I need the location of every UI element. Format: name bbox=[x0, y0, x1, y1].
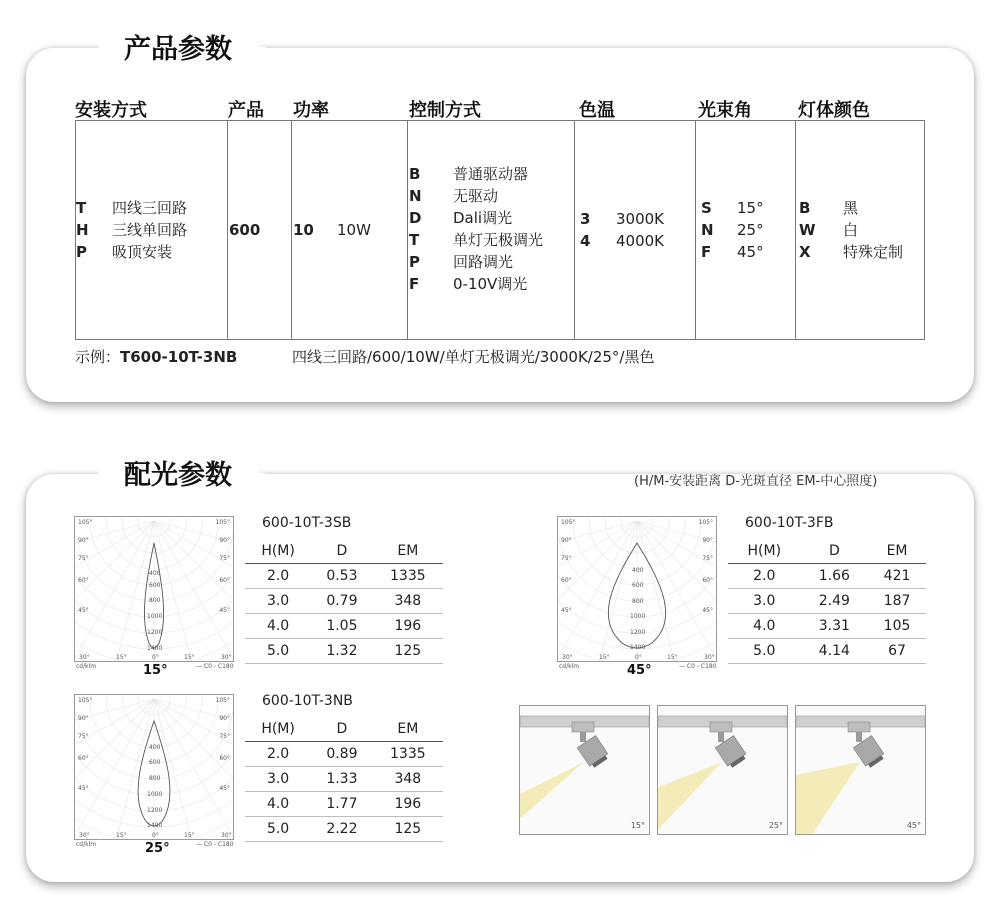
beam-graphic bbox=[520, 706, 649, 834]
color-option: X 特殊定制 bbox=[799, 243, 904, 261]
polar-label: 45° bbox=[561, 607, 572, 614]
polar-label: 60° bbox=[561, 577, 572, 584]
beam-illustration-25 bbox=[657, 705, 788, 835]
track-adapter bbox=[572, 722, 594, 732]
header-color: 灯体颜色 bbox=[798, 100, 870, 121]
beam-label: 45° bbox=[906, 821, 921, 830]
polar-legend: — C0 - C180 bbox=[196, 841, 234, 848]
polar-label: 30° bbox=[562, 654, 573, 661]
polar-label: 60° bbox=[78, 755, 89, 762]
polar-legend: — C0 - C180 bbox=[679, 663, 717, 670]
example-label: 示例： bbox=[75, 348, 121, 366]
polar-label: 0° bbox=[152, 654, 159, 661]
color-cell bbox=[799, 197, 903, 263]
polar-spoke bbox=[593, 521, 637, 661]
polar-label: 105° bbox=[215, 697, 230, 704]
column-header: EM bbox=[868, 539, 926, 564]
polar-grid bbox=[75, 695, 233, 839]
polar-unit: cd/klm bbox=[76, 841, 97, 848]
beam-illustration-15 bbox=[519, 705, 650, 835]
column-header: H(M) bbox=[245, 717, 311, 742]
beam-option: N 25° bbox=[701, 221, 764, 239]
model-name: 600-10T-3FB bbox=[745, 515, 834, 531]
polar-unit: cd/klm bbox=[76, 663, 97, 670]
column-header: EM bbox=[373, 717, 443, 742]
light-beam bbox=[520, 762, 584, 834]
column-divider bbox=[291, 121, 292, 339]
polar-label: 105° bbox=[78, 697, 93, 704]
polar-label: 105° bbox=[698, 519, 713, 526]
polar-label: 30° bbox=[79, 832, 90, 839]
control-option: F 0-10V调光 bbox=[409, 275, 528, 293]
polar-radius-label: 1200 bbox=[147, 629, 163, 636]
photometric-table bbox=[245, 717, 443, 842]
beam-option: F 45° bbox=[701, 243, 764, 261]
beam-label: 25° bbox=[768, 821, 783, 830]
polar-radius-label: 1200 bbox=[147, 807, 163, 814]
column-header: D bbox=[311, 717, 373, 742]
polar-label: 15° bbox=[599, 654, 610, 661]
table-row: 4.0 1.77 196 bbox=[245, 792, 443, 817]
polar-chart-15 bbox=[74, 516, 234, 662]
polar-radius-label: 800 bbox=[149, 597, 161, 604]
column-header: D bbox=[311, 539, 373, 564]
mount-option: P 吸顶安装 bbox=[76, 243, 173, 261]
table-row: 2.0 0.53 1335 bbox=[245, 564, 443, 589]
polar-radius-label: 600 bbox=[632, 582, 644, 589]
cct-option: 3 3000K bbox=[580, 210, 665, 228]
polar-legend: — C0 - C180 bbox=[196, 663, 234, 670]
polar-radius-label: 1400 bbox=[147, 645, 163, 652]
legend-note: (H/M-安装距离 D-光斑直径 EM-中心照度) bbox=[634, 474, 878, 489]
mount-option: T 四线三回路 bbox=[76, 199, 188, 217]
control-option: N 无驱动 bbox=[409, 187, 499, 205]
param-table bbox=[75, 120, 925, 340]
polar-spoke bbox=[75, 699, 154, 784]
header-control: 控制方式 bbox=[409, 100, 481, 121]
control-option: P 回路调光 bbox=[409, 253, 514, 271]
light-beam bbox=[658, 762, 722, 834]
table-row: 4.0 1.05 196 bbox=[245, 614, 443, 639]
polar-beam-angle: 25° bbox=[145, 841, 170, 856]
polar-label: 75° bbox=[78, 733, 89, 740]
polar-label: 60° bbox=[702, 577, 713, 584]
polar-label: 75° bbox=[561, 555, 572, 562]
control-option: T 单灯无极调光 bbox=[409, 231, 544, 249]
table-row: 4.0 3.31 105 bbox=[728, 614, 926, 639]
polar-label: 15° bbox=[116, 832, 127, 839]
polar-radius-label: 1400 bbox=[630, 644, 646, 651]
polar-label: 30° bbox=[221, 832, 232, 839]
polar-label: 60° bbox=[219, 577, 230, 584]
polar-label: 75° bbox=[78, 555, 89, 562]
polar-label: 105° bbox=[561, 519, 576, 526]
example-code: T600-10T-3NB bbox=[120, 348, 238, 366]
header-cct: 色温 bbox=[579, 100, 615, 121]
polar-radius-label: 400 bbox=[149, 570, 161, 577]
power-cell: 10 10W bbox=[293, 221, 371, 239]
polar-label: 105° bbox=[78, 519, 93, 526]
header-power: 功率 bbox=[293, 100, 329, 121]
fixture-stem bbox=[856, 732, 862, 742]
column-divider bbox=[407, 121, 408, 339]
photometric-table bbox=[728, 539, 926, 664]
example-line bbox=[75, 346, 237, 367]
polar-spoke bbox=[637, 521, 681, 661]
beam-graphic bbox=[796, 706, 925, 834]
polar-radius-label: 400 bbox=[632, 567, 644, 574]
table-header-row bbox=[728, 539, 926, 564]
light-params-title: 配光参数 bbox=[98, 452, 258, 498]
table-row: 3.0 0.79 348 bbox=[245, 589, 443, 614]
control-option: B 普通驱动器 bbox=[409, 165, 529, 183]
table-row: 5.0 4.14 67 bbox=[728, 639, 926, 664]
beam-cell bbox=[701, 197, 764, 263]
polar-label: 45° bbox=[702, 607, 713, 614]
control-cell bbox=[409, 163, 543, 295]
polar-label: 90° bbox=[78, 537, 89, 544]
fixture-stem bbox=[580, 732, 586, 742]
column-divider bbox=[795, 121, 796, 339]
polar-spoke bbox=[75, 521, 154, 606]
table-row: 2.0 1.66 421 bbox=[728, 564, 926, 589]
polar-label: 15° bbox=[667, 654, 678, 661]
table-row: 3.0 1.33 348 bbox=[245, 767, 443, 792]
track-adapter bbox=[710, 722, 732, 732]
polar-spoke bbox=[110, 521, 154, 661]
table-row: 5.0 2.22 125 bbox=[245, 817, 443, 842]
table-header-row bbox=[245, 717, 443, 742]
example-desc: 四线三回路/600/10W/单灯无极调光/3000K/25°/黑色 bbox=[292, 348, 655, 366]
polar-label: 75° bbox=[219, 555, 230, 562]
control-option: D Dali调光 bbox=[409, 209, 513, 227]
product-params-title: 产品参数 bbox=[98, 26, 258, 72]
polar-label: 60° bbox=[219, 755, 230, 762]
table-row: 5.0 1.32 125 bbox=[245, 639, 443, 664]
column-divider bbox=[574, 121, 575, 339]
beam-illustration-45 bbox=[795, 705, 926, 835]
polar-radius-label: 600 bbox=[149, 759, 161, 766]
polar-label: 90° bbox=[702, 537, 713, 544]
photometric-table bbox=[245, 539, 443, 664]
polar-label: 30° bbox=[79, 654, 90, 661]
header-product: 产品 bbox=[228, 100, 264, 121]
polar-label: 90° bbox=[78, 715, 89, 722]
polar-label: 75° bbox=[702, 555, 713, 562]
polar-label: 90° bbox=[561, 537, 572, 544]
polar-label: 90° bbox=[219, 537, 230, 544]
column-divider bbox=[227, 121, 228, 339]
param-headers bbox=[0, 96, 1000, 120]
polar-beam-angle: 45° bbox=[627, 663, 652, 678]
polar-radius-label: 800 bbox=[632, 598, 644, 605]
polar-radius-label: 1000 bbox=[147, 791, 163, 798]
polar-label: 15° bbox=[116, 654, 127, 661]
fixture-stem bbox=[718, 732, 724, 742]
beam-graphic bbox=[658, 706, 787, 834]
column-header: H(M) bbox=[245, 539, 311, 564]
polar-label: 60° bbox=[78, 577, 89, 584]
polar-radius-label: 800 bbox=[149, 775, 161, 782]
table-row: 2.0 0.89 1335 bbox=[245, 742, 443, 767]
mount-cell bbox=[76, 197, 187, 263]
track-adapter bbox=[848, 722, 870, 732]
polar-label: 90° bbox=[219, 715, 230, 722]
polar-label: 105° bbox=[215, 519, 230, 526]
table-row: 3.0 2.49 187 bbox=[728, 589, 926, 614]
polar-label: 15° bbox=[184, 832, 195, 839]
beam-option: S 15° bbox=[701, 199, 764, 217]
polar-beam-angle: 15° bbox=[143, 663, 168, 678]
polar-radius-label: 400 bbox=[149, 744, 161, 751]
polar-label: 75° bbox=[219, 733, 230, 740]
polar-grid bbox=[558, 517, 716, 661]
polar-radius-label: 1400 bbox=[147, 822, 163, 829]
polar-chart-25 bbox=[74, 694, 234, 840]
polar-radius-label: 1200 bbox=[630, 629, 646, 636]
model-name: 600-10T-3NB bbox=[262, 693, 353, 709]
polar-label: 45° bbox=[219, 607, 230, 614]
table-header-row bbox=[245, 539, 443, 564]
polar-label: 30° bbox=[704, 654, 715, 661]
polar-radius-label: 600 bbox=[149, 582, 161, 589]
column-header: D bbox=[801, 539, 869, 564]
polar-spoke bbox=[154, 699, 233, 784]
polar-label: 0° bbox=[152, 832, 159, 839]
polar-chart-45 bbox=[557, 516, 717, 662]
color-option: B 黑 bbox=[799, 199, 859, 217]
polar-spoke bbox=[154, 521, 233, 606]
polar-label: 0° bbox=[635, 654, 642, 661]
column-header: EM bbox=[373, 539, 443, 564]
polar-label: 45° bbox=[219, 785, 230, 792]
column-header: H(M) bbox=[728, 539, 801, 564]
cct-option: 4 4000K bbox=[580, 232, 665, 250]
mount-option: H 三线单回路 bbox=[76, 221, 188, 239]
header-mount: 安装方式 bbox=[75, 100, 147, 121]
polar-radius-label: 1000 bbox=[147, 613, 163, 620]
product-code-cell: 600 bbox=[229, 221, 261, 239]
polar-label: 45° bbox=[78, 607, 89, 614]
column-divider bbox=[695, 121, 696, 339]
polar-label: 15° bbox=[184, 654, 195, 661]
polar-label: 30° bbox=[221, 654, 232, 661]
light-beam bbox=[796, 762, 860, 834]
model-name: 600-10T-3SB bbox=[262, 515, 352, 531]
polar-spoke bbox=[110, 699, 154, 839]
cct-cell bbox=[580, 208, 664, 252]
polar-grid bbox=[75, 517, 233, 661]
polar-label: 45° bbox=[78, 785, 89, 792]
header-beam: 光束角 bbox=[698, 100, 752, 121]
polar-radius-label: 1000 bbox=[630, 613, 646, 620]
polar-spoke bbox=[154, 521, 198, 661]
color-option: W 白 bbox=[799, 221, 859, 239]
beam-label: 15° bbox=[630, 821, 645, 830]
polar-spoke bbox=[154, 699, 198, 839]
polar-unit: cd/klm bbox=[559, 663, 580, 670]
